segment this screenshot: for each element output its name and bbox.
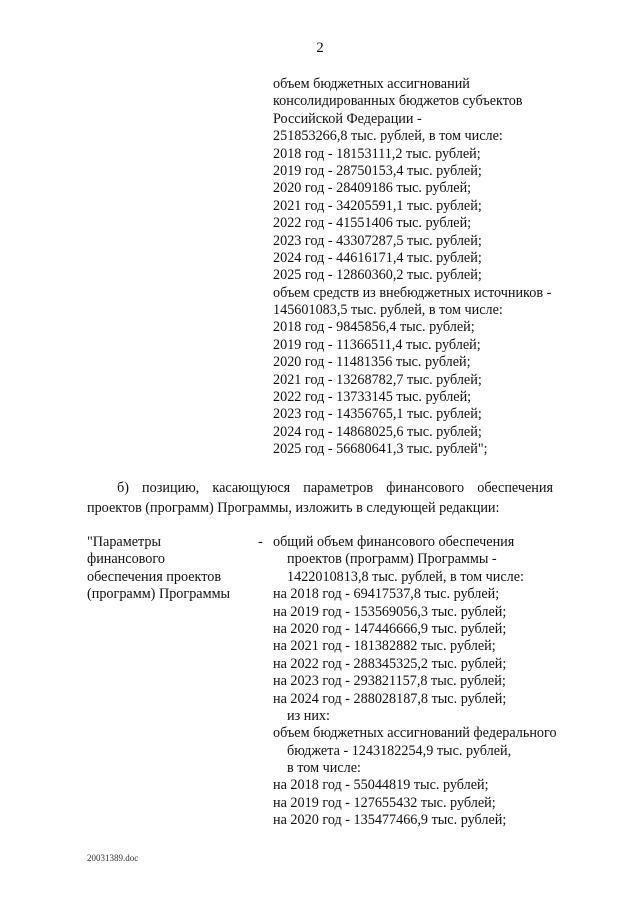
text-line: 1422010813,8 тыс. рублей, в том числе:	[287, 568, 524, 585]
parameters-label	[87, 534, 230, 604]
text-line: 2024 год - 14868025,6 тыс. рублей;	[273, 423, 482, 440]
label-dash: -	[258, 534, 263, 550]
text-line: из них:	[287, 707, 330, 724]
year-line: на 2018 год - 69417537,8 тыс. рублей;	[273, 586, 500, 603]
text-line: в том числе:	[287, 760, 361, 777]
year-line: на 2019 год - 127655432 тыс. рублей;	[273, 794, 496, 811]
label-line: "Параметры	[87, 534, 161, 550]
year-line: на 2021 год - 181382882 тыс. рублей;	[273, 638, 496, 655]
year-line: на 2019 год - 153569056,3 тыс. рублей;	[273, 603, 507, 620]
text-line: 2019 год - 11366511,4 тыс. рублей;	[273, 336, 481, 353]
text-line: 2023 год - 43307287,5 тыс. рублей;	[273, 232, 482, 249]
text-line: 2018 год - 9845856,4 тыс. рублей;	[273, 319, 475, 336]
text-line: общий объем финансового обеспечения	[273, 534, 515, 550]
label-line: обеспечения проектов	[87, 568, 222, 585]
paragraph-line: проектов (программ) Программы, изложить в следующей редакции:	[87, 500, 500, 516]
text-line: проектов (программ) Программы -	[287, 551, 497, 568]
text-line: 2018 год - 18153111,2 тыс. рублей;	[273, 145, 481, 162]
text-line: консолидированных бюджетов субъектов	[273, 93, 523, 110]
text-line: 2025 год - 56680641,3 тыс. рублей";	[273, 441, 488, 458]
text-line: 2024 год - 44616171,4 тыс. рублей;	[273, 249, 482, 266]
year-line: на 2018 год - 55044819 тыс. рублей;	[273, 777, 489, 794]
paragraph-line: б) позицию, касающуюся параметров финансового обеспечения	[117, 480, 553, 496]
text-line: 145601083,5 тыс. рублей, в том числе:	[273, 302, 503, 319]
text-line: объем бюджетных ассигнований федерального	[273, 725, 557, 742]
text-line: 2021 год - 34205591,1 тыс. рублей;	[273, 197, 482, 214]
year-line: на 2020 год - 147446666,9 тыс. рублей;	[273, 620, 507, 637]
text-line: 2025 год - 12860360,2 тыс. рублей;	[273, 267, 482, 284]
text-line: 251853266,8 тыс. рублей, в том числе:	[273, 128, 503, 145]
budget-consolidated-block	[273, 76, 551, 459]
text-line: 2020 год - 28409186 тыс. рублей;	[273, 180, 472, 197]
text-line: 2022 год - 41551406 тыс. рублей;	[273, 215, 472, 232]
document-filename: 20031389.doc	[87, 853, 139, 863]
amendment-paragraph	[87, 478, 553, 518]
year-line: на 2022 год - 288345325,2 тыс. рублей;	[273, 655, 507, 672]
text-line: 2020 год - 11481356 тыс. рублей;	[273, 354, 471, 371]
year-line: на 2020 год - 135477466,9 тыс. рублей;	[273, 812, 507, 829]
year-line: на 2024 год - 288028187,8 тыс. рублей;	[273, 690, 507, 707]
year-line: на 2023 год - 293821157,8 тыс. рублей;	[273, 673, 506, 690]
text-line: объем бюджетных ассигнований	[273, 76, 470, 92]
financing-parameters-block	[273, 534, 557, 830]
text-line: объем средств из внебюджетных источников -	[273, 284, 552, 301]
page-number: 2	[316, 40, 324, 56]
label-line: финансового	[87, 551, 165, 568]
text-line: 2021 год - 13268782,7 тыс. рублей;	[273, 371, 482, 388]
label-line: (программ) Программы	[87, 586, 231, 603]
text-line: 2022 год - 13733145 тыс. рублей;	[273, 389, 472, 406]
text-line: 2023 год - 14356765,1 тыс. рублей;	[273, 406, 482, 423]
text-line: 2019 год - 28750153,4 тыс. рублей;	[273, 162, 482, 179]
text-line: бюджета - 1243182254,9 тыс. рублей,	[287, 742, 512, 759]
text-line: Российской Федерации -	[273, 110, 422, 127]
